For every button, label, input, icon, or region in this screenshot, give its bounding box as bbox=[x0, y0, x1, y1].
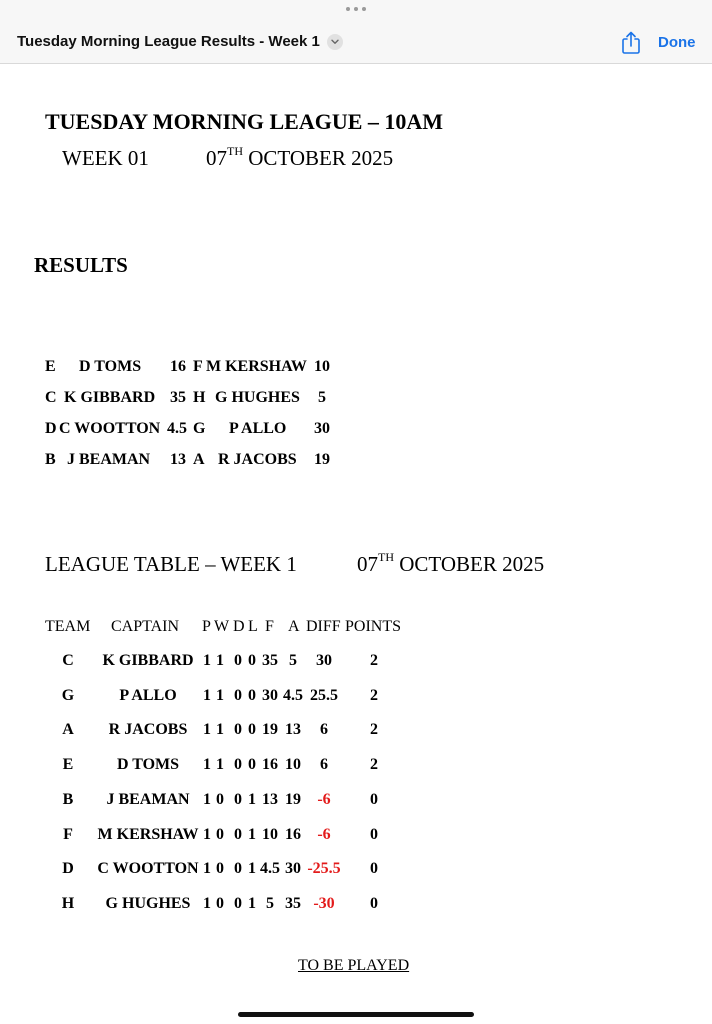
table-cell-f: 16 bbox=[262, 756, 278, 773]
table-cell-d: 0 bbox=[234, 826, 242, 843]
table-cell-team: G bbox=[61, 687, 75, 704]
table-cell-l: 0 bbox=[248, 652, 256, 669]
result-score1: 4.5 bbox=[167, 420, 187, 437]
result-team2: G bbox=[193, 420, 206, 437]
table-cell-team: F bbox=[63, 826, 73, 843]
result-score1: 16 bbox=[170, 358, 186, 375]
result-team1: B bbox=[45, 451, 56, 468]
table-cell-l: 1 bbox=[248, 826, 256, 843]
table-cell-w: 0 bbox=[216, 791, 224, 808]
table-cell-w: 0 bbox=[216, 826, 224, 843]
table-cell-points: 0 bbox=[370, 895, 378, 912]
table-cell-d: 0 bbox=[234, 895, 242, 912]
table-cell-w: 0 bbox=[216, 895, 224, 912]
result-team2: A bbox=[193, 451, 205, 468]
table-cell-p: 1 bbox=[203, 756, 211, 773]
chevron-down-icon[interactable] bbox=[327, 34, 343, 50]
table-cell-diff: 25.5 bbox=[310, 687, 338, 704]
table-cell-captain: P ALLO bbox=[119, 687, 177, 704]
table-cell-f: 30 bbox=[262, 687, 278, 704]
result-score1: 35 bbox=[170, 389, 186, 406]
table-cell-points: 0 bbox=[370, 826, 378, 843]
header-w: W bbox=[214, 618, 230, 635]
table-cell-d: 0 bbox=[234, 687, 242, 704]
table-cell-points: 2 bbox=[370, 687, 378, 704]
table-cell-diff: 6 bbox=[320, 756, 328, 773]
result-name2: M KERSHAW bbox=[206, 358, 307, 375]
table-cell-a: 5 bbox=[289, 652, 297, 669]
more-dots-icon[interactable] bbox=[346, 7, 366, 13]
title-bar bbox=[0, 0, 712, 64]
result-score2: 10 bbox=[314, 358, 330, 375]
table-cell-d: 0 bbox=[234, 791, 242, 808]
table-cell-d: 0 bbox=[234, 756, 242, 773]
to-be-played-link[interactable]: TO BE PLAYED bbox=[298, 957, 410, 974]
header-points: POINTS bbox=[345, 618, 402, 635]
result-name1: J BEAMAN bbox=[67, 451, 151, 468]
header-diff: DIFF bbox=[306, 618, 341, 635]
result-team1: E bbox=[45, 358, 56, 375]
table-cell-l: 0 bbox=[248, 687, 256, 704]
table-cell-a: 30 bbox=[285, 860, 301, 877]
table-cell-diff: -30 bbox=[313, 895, 335, 912]
week-label: WEEK 01 bbox=[62, 146, 149, 170]
table-cell-p: 1 bbox=[203, 860, 211, 877]
table-cell-w: 1 bbox=[216, 756, 224, 773]
table-cell-l: 0 bbox=[248, 756, 256, 773]
league-table-date: 07TH OCTOBER 2025 bbox=[357, 550, 545, 576]
table-cell-f: 5 bbox=[266, 895, 274, 912]
table-cell-team: C bbox=[62, 652, 74, 669]
table-cell-d: 0 bbox=[234, 860, 242, 877]
table-cell-w: 1 bbox=[216, 721, 224, 738]
table-cell-a: 4.5 bbox=[283, 687, 303, 704]
table-cell-team: E bbox=[62, 756, 74, 773]
table-cell-p: 1 bbox=[203, 826, 211, 843]
table-cell-diff: 30 bbox=[316, 652, 332, 669]
header-l: L bbox=[248, 618, 258, 635]
share-icon[interactable] bbox=[621, 31, 641, 55]
done-button[interactable]: Done bbox=[658, 34, 696, 51]
result-name1: D TOMS bbox=[79, 358, 142, 375]
table-cell-team: H bbox=[61, 895, 75, 912]
table-cell-team: D bbox=[62, 860, 74, 877]
table-cell-diff: 6 bbox=[320, 721, 328, 738]
result-team2: H bbox=[193, 389, 206, 406]
table-cell-points: 2 bbox=[370, 721, 378, 738]
table-cell-p: 1 bbox=[203, 687, 211, 704]
table-cell-w: 1 bbox=[216, 687, 224, 704]
table-cell-a: 10 bbox=[285, 756, 301, 773]
table-cell-f: 35 bbox=[262, 652, 278, 669]
header-p: P bbox=[202, 618, 211, 635]
result-score1: 13 bbox=[170, 451, 186, 468]
table-cell-p: 1 bbox=[203, 791, 211, 808]
document-heading: TUESDAY MORNING LEAGUE – 10AM bbox=[45, 109, 444, 134]
result-score2: 19 bbox=[314, 451, 330, 468]
results-heading: RESULTS bbox=[34, 253, 128, 277]
table-cell-diff: -25.5 bbox=[307, 860, 341, 877]
home-indicator[interactable] bbox=[238, 1012, 474, 1017]
table-cell-p: 1 bbox=[203, 895, 211, 912]
result-score2: 5 bbox=[318, 389, 326, 406]
table-cell-l: 1 bbox=[248, 895, 256, 912]
table-cell-team: B bbox=[62, 791, 74, 808]
header-team: TEAM bbox=[45, 618, 91, 635]
table-cell-f: 19 bbox=[262, 721, 278, 738]
result-score2: 30 bbox=[314, 420, 330, 437]
table-cell-captain: M KERSHAW bbox=[97, 826, 199, 843]
result-name2: G HUGHES bbox=[215, 389, 300, 406]
result-name2: R JACOBS bbox=[218, 451, 297, 468]
table-cell-a: 13 bbox=[285, 721, 301, 738]
table-cell-w: 1 bbox=[216, 652, 224, 669]
table-cell-a: 16 bbox=[285, 826, 301, 843]
table-cell-a: 19 bbox=[285, 791, 301, 808]
table-cell-diff: -6 bbox=[317, 791, 331, 808]
table-cell-l: 0 bbox=[248, 721, 256, 738]
table-cell-captain: K GIBBARD bbox=[102, 652, 194, 669]
table-cell-p: 1 bbox=[203, 652, 211, 669]
result-team2: F bbox=[193, 358, 203, 375]
table-cell-p: 1 bbox=[203, 721, 211, 738]
document-title-menu[interactable] bbox=[17, 33, 343, 50]
result-team1: D bbox=[45, 420, 57, 437]
table-cell-d: 0 bbox=[234, 721, 242, 738]
table-cell-captain: C WOOTTON bbox=[97, 860, 199, 877]
result-name1: K GIBBARD bbox=[64, 389, 156, 406]
table-cell-points: 0 bbox=[370, 791, 378, 808]
table-cell-captain: J BEAMAN bbox=[106, 791, 190, 808]
document-title: Tuesday Morning League Results - Week 1 bbox=[17, 33, 320, 50]
table-cell-l: 1 bbox=[248, 791, 256, 808]
header-captain: CAPTAIN bbox=[111, 618, 180, 635]
week-date: 07TH OCTOBER 2025 bbox=[206, 144, 394, 170]
table-cell-points: 2 bbox=[370, 756, 378, 773]
table-cell-captain: G HUGHES bbox=[105, 895, 191, 912]
result-name1: C WOOTTON bbox=[59, 420, 161, 437]
table-cell-a: 35 bbox=[285, 895, 301, 912]
table-cell-f: 13 bbox=[262, 791, 278, 808]
result-team1: C bbox=[45, 389, 57, 406]
table-cell-l: 1 bbox=[248, 860, 256, 877]
table-cell-captain: D TOMS bbox=[116, 756, 180, 773]
header-a: A bbox=[288, 618, 300, 635]
header-f: F bbox=[265, 618, 274, 635]
table-cell-w: 0 bbox=[216, 860, 224, 877]
table-cell-captain: R JACOBS bbox=[108, 721, 188, 738]
table-cell-f: 10 bbox=[262, 826, 278, 843]
table-cell-d: 0 bbox=[234, 652, 242, 669]
header-d: D bbox=[233, 618, 245, 635]
table-cell-f: 4.5 bbox=[260, 860, 280, 877]
result-name2: P ALLO bbox=[229, 420, 287, 437]
table-cell-diff: -6 bbox=[317, 826, 331, 843]
table-cell-points: 2 bbox=[370, 652, 378, 669]
table-cell-points: 0 bbox=[370, 860, 378, 877]
league-table-title: LEAGUE TABLE – WEEK 1 bbox=[45, 552, 297, 576]
table-cell-team: A bbox=[62, 721, 74, 738]
